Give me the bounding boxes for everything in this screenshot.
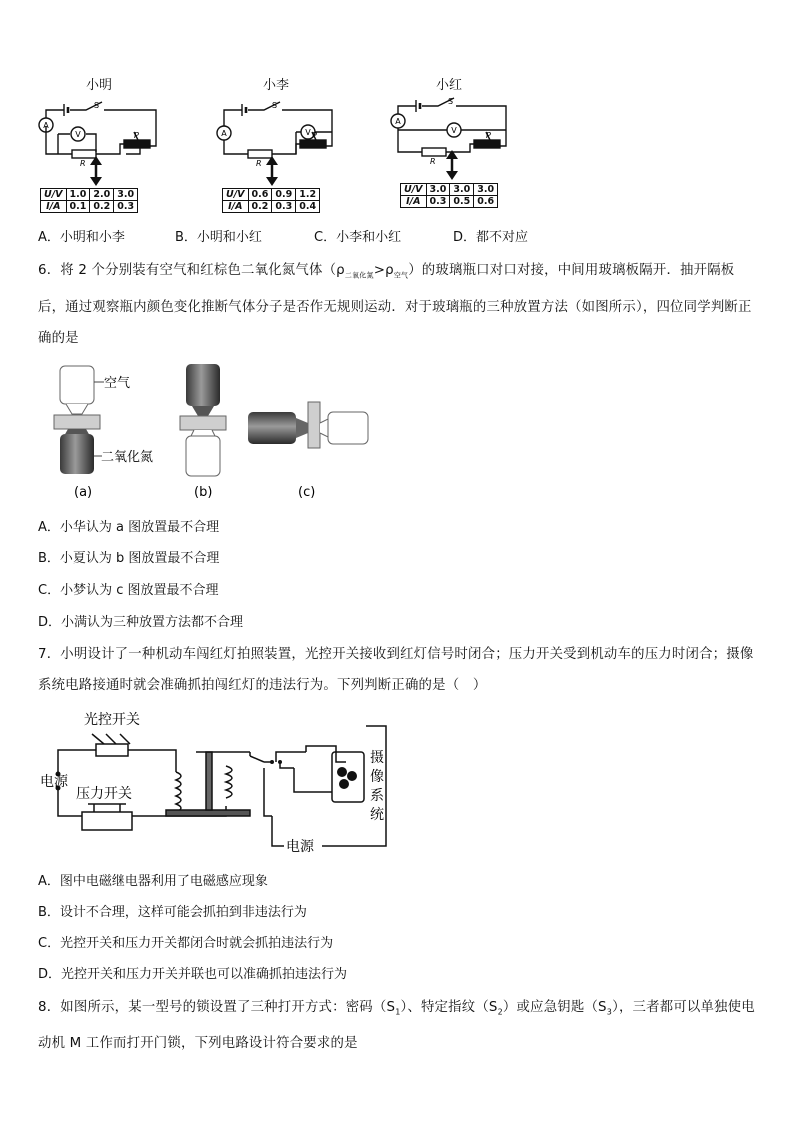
switch-label: S xyxy=(94,101,100,110)
pressure-switch-symbol xyxy=(82,812,132,830)
double-arrow-icon xyxy=(90,156,102,186)
q7-relay-circuit-figure xyxy=(36,706,396,856)
q5-option-b[interactable]: B．小明和小红 xyxy=(175,230,262,245)
glass-plate xyxy=(180,416,226,430)
q7-option-d[interactable]: D．光控开关和压力开关并联也可以准确抓拍违法行为 xyxy=(38,967,348,982)
svg-text:R: R xyxy=(256,159,262,168)
air-bottle xyxy=(328,412,368,444)
no2-label: 二氧化氮 xyxy=(101,450,154,465)
data-table-xiaoming: U/V 1.0 2.0 3.0 I/A 0.1 0.2 0.3 xyxy=(40,188,138,213)
data-table-xiaohong: U/V 3.0 3.0 3.0 I/A 0.3 0.5 0.6 xyxy=(400,183,498,208)
svg-text:R: R xyxy=(430,157,436,166)
caption-c: (c) xyxy=(298,485,316,500)
rheostat-symbol xyxy=(124,140,150,148)
q7-option-a[interactable]: A．图中电磁继电器利用了电磁感应现象 xyxy=(38,874,268,889)
q6-bottle-figure xyxy=(40,360,380,505)
light-switch-label: 光控开关 xyxy=(84,712,140,728)
bottle-set-b xyxy=(180,364,226,476)
svg-text:P: P xyxy=(312,131,317,140)
spring-symbol xyxy=(176,772,181,812)
svg-text:V: V xyxy=(305,128,311,137)
air-bottle xyxy=(186,436,220,476)
circuit-name-xiaoli: 小李 xyxy=(263,78,290,93)
camera-label-1: 摄 xyxy=(370,750,384,766)
svg-text:V: V xyxy=(451,126,457,135)
air-label: 空气 xyxy=(104,376,131,391)
q8-stem: 8．如图所示，某一型号的锁设置了三种打开方式：密码$(S_1)$、特定指纹$(S_2)$或应急钥匙$(S_3)$，三者都可以单独使电动机 M 工作而打开门锁，下列电路设计符合要求的是 xyxy=(38,1000,755,1051)
q6-stem: 6．将 2 个分别装有空气和红棕色二氧化氮气体$(\rho_{二氧化氮}>\rho_{空气})$的玻璃瓶口对口对接，中间用玻璃板隔开．抽开隔板后，通过观察瓶内颜色变化推断气体分子是否作无规则运动．对于玻璃瓶的三种放置方法（如图所示），四位同学判断正确的是 xyxy=(38,263,752,346)
data-table-xiaoli: U/V 0.6 0.9 1.2 I/A 0.2 0.3 0.4 xyxy=(222,188,320,213)
power-label-bottom: 电源 xyxy=(286,839,314,855)
q5-option-a[interactable]: A．小明和小李 xyxy=(38,230,125,245)
voltmeter-label: V xyxy=(75,130,81,139)
resistor-label: R xyxy=(80,159,86,168)
q5-option-d[interactable]: D．都不对应 xyxy=(453,230,529,245)
light-switch-symbol xyxy=(96,744,128,756)
no2-bottle xyxy=(60,434,94,474)
q6-option-d[interactable]: D．小满认为三种放置方法都不合理 xyxy=(38,615,244,630)
double-arrow-icon xyxy=(446,150,458,180)
circuit-name-xiaoming: 小明 xyxy=(86,78,113,93)
svg-text:P: P xyxy=(486,131,491,140)
caption-a: (a) xyxy=(74,485,93,500)
glass-plate xyxy=(308,402,320,448)
camera-label-4: 统 xyxy=(370,807,384,823)
double-arrow-icon xyxy=(266,156,278,186)
svg-text:S: S xyxy=(448,97,454,106)
camera-label-2: 像 xyxy=(370,769,384,785)
caption-b: (b) xyxy=(194,485,213,500)
q6-option-a[interactable]: A．小华认为 a 图放置最不合理 xyxy=(38,520,220,535)
ammeter-label: A xyxy=(43,121,49,130)
coil-symbol xyxy=(226,766,232,798)
svg-text:A: A xyxy=(221,129,227,138)
bottle-set-a xyxy=(54,366,104,474)
pressure-switch-label: 压力开关 xyxy=(76,786,132,802)
circuit-name-xiaohong: 小红 xyxy=(436,78,463,93)
bottle-set-c xyxy=(248,402,368,448)
glass-plate xyxy=(54,415,100,429)
q6-option-c[interactable]: C．小梦认为 c 图放置最不合理 xyxy=(38,583,219,598)
q6-option-b[interactable]: B．小夏认为 b 图放置最不合理 xyxy=(38,551,220,566)
q7-option-c[interactable]: C．光控开关和压力开关都闭合时就会抓拍违法行为 xyxy=(38,936,334,951)
slider-label: P xyxy=(134,131,139,140)
svg-text:A: A xyxy=(395,117,401,126)
q7-option-b[interactable]: B．设计不合理，这样可能会抓拍到非违法行为 xyxy=(38,905,307,920)
q7-stem: 7．小明设计了一种机动车闯红灯拍照装置，光控开关接收到红灯信号时闭合；压力开关受到机动车的压力时闭合；摄像系统电路接通时就会准确抓拍闯红灯的违法行为。下列判断正确的是（ ） xyxy=(38,647,754,693)
circuit-diagram-xiaoli xyxy=(212,96,342,168)
air-bottle xyxy=(60,366,94,404)
svg-text:S: S xyxy=(272,101,278,110)
power-label-left: 电源 xyxy=(40,774,68,790)
circuit-diagram-xiaoming xyxy=(36,96,166,168)
q5-option-c[interactable]: C．小李和小红 xyxy=(314,230,402,245)
no2-bottle xyxy=(186,364,220,406)
camera-label-3: 系 xyxy=(370,788,384,804)
no2-bottle xyxy=(248,412,296,444)
